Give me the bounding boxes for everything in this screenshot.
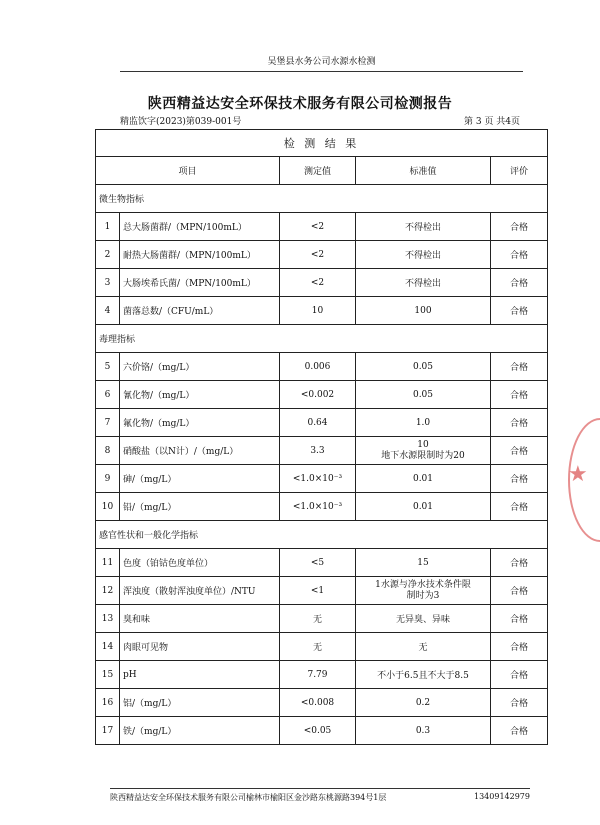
row-number: 2 (96, 241, 120, 269)
row-standard (356, 437, 491, 465)
table-row (96, 269, 548, 297)
row-item: 色度（铂钴色度单位） (120, 549, 280, 577)
table-row (96, 353, 548, 381)
row-result: 合格 (491, 297, 548, 325)
row-item: 铅/（mg/L） (120, 493, 280, 521)
row-standard: 无 (356, 633, 491, 661)
row-standard: 无异臭、异味 (356, 605, 491, 633)
seal-star-icon: ★ (568, 462, 588, 487)
row-value: 10 (280, 297, 356, 325)
row-standard: 1.0 (356, 409, 491, 437)
row-item: 耐热大肠菌群/（MPN/100mL） (120, 241, 280, 269)
row-value: 无 (280, 605, 356, 633)
row-standard: 0.05 (356, 353, 491, 381)
table-row (96, 381, 548, 409)
company-address: 陕西精益达安全环保技术服务有限公司榆林市榆阳区金沙路东桃源路394号1层 (110, 793, 387, 802)
row-item: 大肠埃希氏菌/（MPN/100mL） (120, 269, 280, 297)
row-result: 合格 (491, 409, 548, 437)
table-row (96, 297, 548, 325)
row-item: 铝/（mg/L） (120, 689, 280, 717)
row-result: 合格 (491, 437, 548, 465)
row-value: <2 (280, 213, 356, 241)
row-result: 合格 (491, 689, 548, 717)
row-result: 合格 (491, 465, 548, 493)
section-title: 微生物指标 (96, 185, 548, 213)
row-standard: 不小于6.5且不大于8.5 (356, 661, 491, 689)
section-title: 感官性状和一般化学指标 (96, 521, 548, 549)
row-value: <2 (280, 269, 356, 297)
row-standard: 不得检出 (356, 269, 491, 297)
row-result: 合格 (491, 213, 548, 241)
row-number: 10 (96, 493, 120, 521)
row-number: 3 (96, 269, 120, 297)
row-number: 9 (96, 465, 120, 493)
row-standard: 100 (356, 297, 491, 325)
table-body (96, 185, 548, 745)
row-value: 3.3 (280, 437, 356, 465)
row-number: 11 (96, 549, 120, 577)
row-result: 合格 (491, 549, 548, 577)
row-item: 菌落总数/（CFU/mL） (120, 297, 280, 325)
row-standard-line1: 10 (417, 439, 429, 450)
section-title: 毒理指标 (96, 325, 548, 353)
row-value: <0.008 (280, 689, 356, 717)
row-item: 氟化物/（mg/L） (120, 409, 280, 437)
org-line: 吴堡县水务公司水源水检测 (120, 54, 523, 72)
row-standard: 0.05 (356, 381, 491, 409)
table-caption: 检 测 结 果 (96, 130, 548, 157)
row-item: 氰化物/（mg/L） (120, 381, 280, 409)
column-header-item: 项目 (96, 157, 280, 185)
row-value: <0.05 (280, 717, 356, 745)
row-item: 铁/（mg/L） (120, 717, 280, 745)
table-row (96, 437, 548, 465)
row-result: 合格 (491, 633, 548, 661)
row-value: 7.79 (280, 661, 356, 689)
row-number: 7 (96, 409, 120, 437)
row-result: 合格 (491, 577, 548, 605)
row-standard: 15 (356, 549, 491, 577)
table-row (96, 717, 548, 745)
report-title: 陕西精益达安全环保技术服务有限公司检测报告 (147, 96, 453, 112)
results-table (95, 129, 548, 745)
section-row (96, 325, 548, 353)
row-standard: 0.01 (356, 493, 491, 521)
row-value: 无 (280, 633, 356, 661)
column-header-standard: 标准值 (356, 157, 491, 185)
table-row (96, 409, 548, 437)
row-number: 12 (96, 577, 120, 605)
company-phone: 13409142979 (474, 792, 530, 801)
row-standard-line2: 制时为3 (406, 590, 440, 601)
row-number: 4 (96, 297, 120, 325)
row-value: <1 (280, 577, 356, 605)
row-result: 合格 (491, 605, 548, 633)
table-row (96, 605, 548, 633)
row-standard: 不得检出 (356, 213, 491, 241)
row-item: 总大肠菌群/（MPN/100mL） (120, 213, 280, 241)
row-item: 砷/（mg/L） (120, 465, 280, 493)
row-standard-line2: 地下水源限制时为20 (381, 450, 465, 461)
row-result: 合格 (491, 381, 548, 409)
row-result: 合格 (491, 493, 548, 521)
column-header-value: 测定值 (280, 157, 356, 185)
row-item: 硝酸盐（以N计）/（mg/L） (120, 437, 280, 465)
row-number: 8 (96, 437, 120, 465)
row-result: 合格 (491, 353, 548, 381)
row-value: <0.002 (280, 381, 356, 409)
report-meta (120, 114, 520, 127)
row-number: 14 (96, 633, 120, 661)
row-number: 1 (96, 213, 120, 241)
row-number: 13 (96, 605, 120, 633)
row-value: <1.0×10⁻³ (280, 493, 356, 521)
row-standard (356, 577, 491, 605)
table-row (96, 465, 548, 493)
row-item: 肉眼可见物 (120, 633, 280, 661)
table-row (96, 661, 548, 689)
column-header-result: 评价 (491, 157, 548, 185)
table-row (96, 241, 548, 269)
row-item: 臭和味 (120, 605, 280, 633)
row-number: 17 (96, 717, 120, 745)
row-result: 合格 (491, 717, 548, 745)
row-item: 六价铬/（mg/L） (120, 353, 280, 381)
row-item: 浑浊度（散射浑浊度单位）/NTU (120, 577, 280, 605)
table-row (96, 549, 548, 577)
row-result: 合格 (491, 241, 548, 269)
table-row (96, 633, 548, 661)
row-standard-line1: 1水源与净水技术条件限 (375, 579, 471, 590)
row-number: 5 (96, 353, 120, 381)
row-result: 合格 (491, 269, 548, 297)
table-row (96, 213, 548, 241)
row-number: 16 (96, 689, 120, 717)
row-number: 15 (96, 661, 120, 689)
page-footer (110, 788, 530, 803)
row-result: 合格 (491, 661, 548, 689)
table-row (96, 493, 548, 521)
row-value: <5 (280, 549, 356, 577)
row-standard: 不得检出 (356, 241, 491, 269)
section-row (96, 185, 548, 213)
row-value: 0.006 (280, 353, 356, 381)
row-standard: 0.3 (356, 717, 491, 745)
row-item: pH (120, 661, 280, 689)
row-number: 6 (96, 381, 120, 409)
section-row (96, 521, 548, 549)
row-value: <1.0×10⁻³ (280, 465, 356, 493)
row-standard: 0.01 (356, 465, 491, 493)
row-value: 0.64 (280, 409, 356, 437)
table-row (96, 689, 548, 717)
row-value: <2 (280, 241, 356, 269)
page-info: 第 3 页 共4页 (463, 117, 520, 127)
row-standard: 0.2 (356, 689, 491, 717)
table-row (96, 577, 548, 605)
report-number: 精监饮字(2023)第039-001号 (120, 117, 242, 127)
